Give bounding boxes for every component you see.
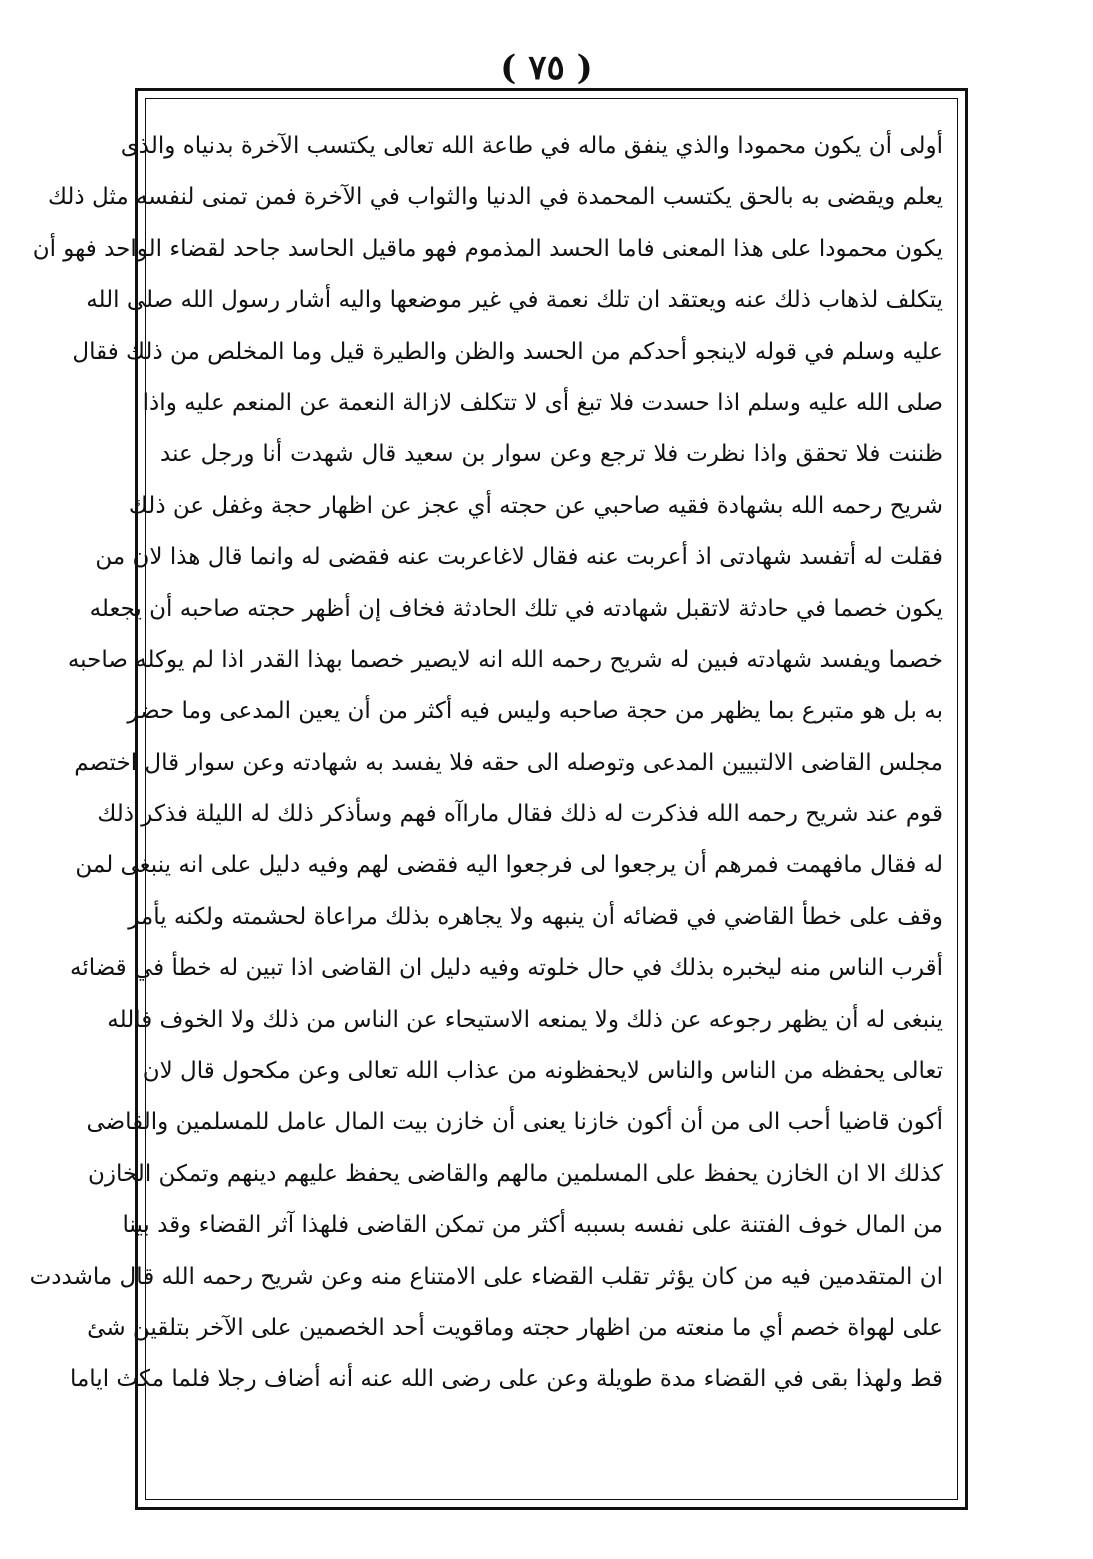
text-line: وقف على خطأ القاضي في قضائه أن ينبهه ولا يجاهره بذلك مراعاة لحشمته ولكنه يأمر: [128, 903, 943, 930]
text-line: كذلك الا ان الخازن يحفظ على المسلمين مالهم والقاضى يحفظ عليهم دينهم وتمكن الخازن: [87, 1160, 943, 1187]
text-line: له فقال مافهمت فمرهم أن يرجعوا لى فرجعوا اليه فقضى لهم وفيه دليل على انه ينبغى لمن: [75, 852, 943, 879]
text-line: عليه وسلم في قوله لاينجو أحدكم من الحسد والظن والطيرة قيل وما المخلص من ذلك فقال: [72, 338, 943, 365]
text-line: شريح رحمه الله بشهادة فقيه صاحبي عن حجته أي عجز عن اظهار حجة وغفل عن ذلك: [128, 492, 943, 519]
page-border-outer: [29, 88, 968, 1510]
text-line: أكون قاضيا أحب الى من أن أكون خازنا يعنى أن خازن بيت المال عامل للمسلمين والقاضى: [86, 1109, 943, 1136]
text-line: فقلت له أتفسد شهادتى اذ أعربت عنه فقال لاغاعربت عنه فقضى له وانما قال هذا لان من: [95, 544, 943, 571]
text-line: من المال خوف الفتنة على نفسه بسببه أكثر من تمكن القاضى فلهذا آثر القضاء وقد بينا: [122, 1212, 943, 1239]
body-text: [29, 121, 943, 1406]
text-line: خصما ويفسد شهادته فبين له شريح رحمه الله انه لايصير خصما بهذا القدر اذا لم يوكله صاحبه: [67, 646, 943, 673]
text-line: على لهواة خصم أي ما منعته من اظهار حجته وماقويت أحد الخصمين على الآخر بتلقين شئ: [87, 1314, 943, 1341]
text-line: ظننت فلا تحقق واذا نظرت فلا ترجع وعن سوار بن سعيد قال شهدت أنا ورجل عند: [160, 441, 943, 468]
page-number: ( ٧٥ ): [500, 48, 593, 88]
text-line: قوم عند شريح رحمه الله فذكرت له ذلك فقال ماراآه فهم وسأذكر ذلك له الليلة فذكر ذلك: [97, 801, 943, 828]
text-line: ان المتقدمين فيه من كان يؤثر تقلب القضاء على الامتناع منه وعن شريح رحمه الله قال ماشددت: [29, 1263, 943, 1290]
text-line: يتكلف لذهاب ذلك عنه ويعتقد ان تلك نعمة في غير موضعها واليه أشار رسول الله صلى الله: [86, 287, 943, 314]
text-line: يكون خصما في حادثة لاتقبل شهادته في تلك الحادثة فخاف إن أظهر حجته صاحبه أن يجعله: [89, 595, 943, 622]
text-line: ينبغى له أن يظهر رجوعه عن ذلك ولا يمنعه الاستيحاء عن الناس من ذلك ولا الخوف فالله: [107, 1006, 943, 1033]
text-line: يعلم ويقضى به بالحق يكتسب المحمدة في الدنيا والثواب في الآخرة فمن تمنى لنفسه مثل ذلك: [48, 184, 943, 211]
text-line: يكون محمودا على هذا المعنى فاما الحسد المذموم فهو ماقيل الحاسد جاحد لقضاء الواحد فهو أن: [32, 235, 943, 262]
text-line: به بل هو متبرع بما يظهر من حجة صاحبه وليس فيه أكثر من أن يعين المدعى وما حضر: [127, 698, 943, 725]
text-line: أولى أن يكون محمودا والذي ينفق ماله في طاعة الله تعالى يكتسب الآخرة بدنياه والذى: [120, 133, 943, 159]
text-line: صلى الله عليه وسلم اذا حسدت فلا تبغ أى لا تتكلف لازالة النعمة عن المنعم عليه واذا: [142, 389, 943, 416]
page-border-inner: [29, 98, 958, 1500]
text-line: مجلس القاضى الالتبيين المدعى وتوصله الى حقه فلا يفسد به شهادته وعن سوار قال اختصم: [74, 749, 943, 776]
text-line: تعالى يحفظه من الناس والناس لايحفظونه من عذاب الله تعالى وعن مكحول قال لان: [142, 1058, 943, 1085]
text-line: قط ولهذا بقى في القضاء مدة طويلة وعن على رضى الله عنه أنه أضاف رجلا فلما مكث اياما: [69, 1366, 943, 1393]
text-line: أقرب الناس منه ليخبره بذلك في حال خلوته وفيه دليل ان القاضى اذا تبين له خطأ في قضائه: [69, 955, 943, 982]
